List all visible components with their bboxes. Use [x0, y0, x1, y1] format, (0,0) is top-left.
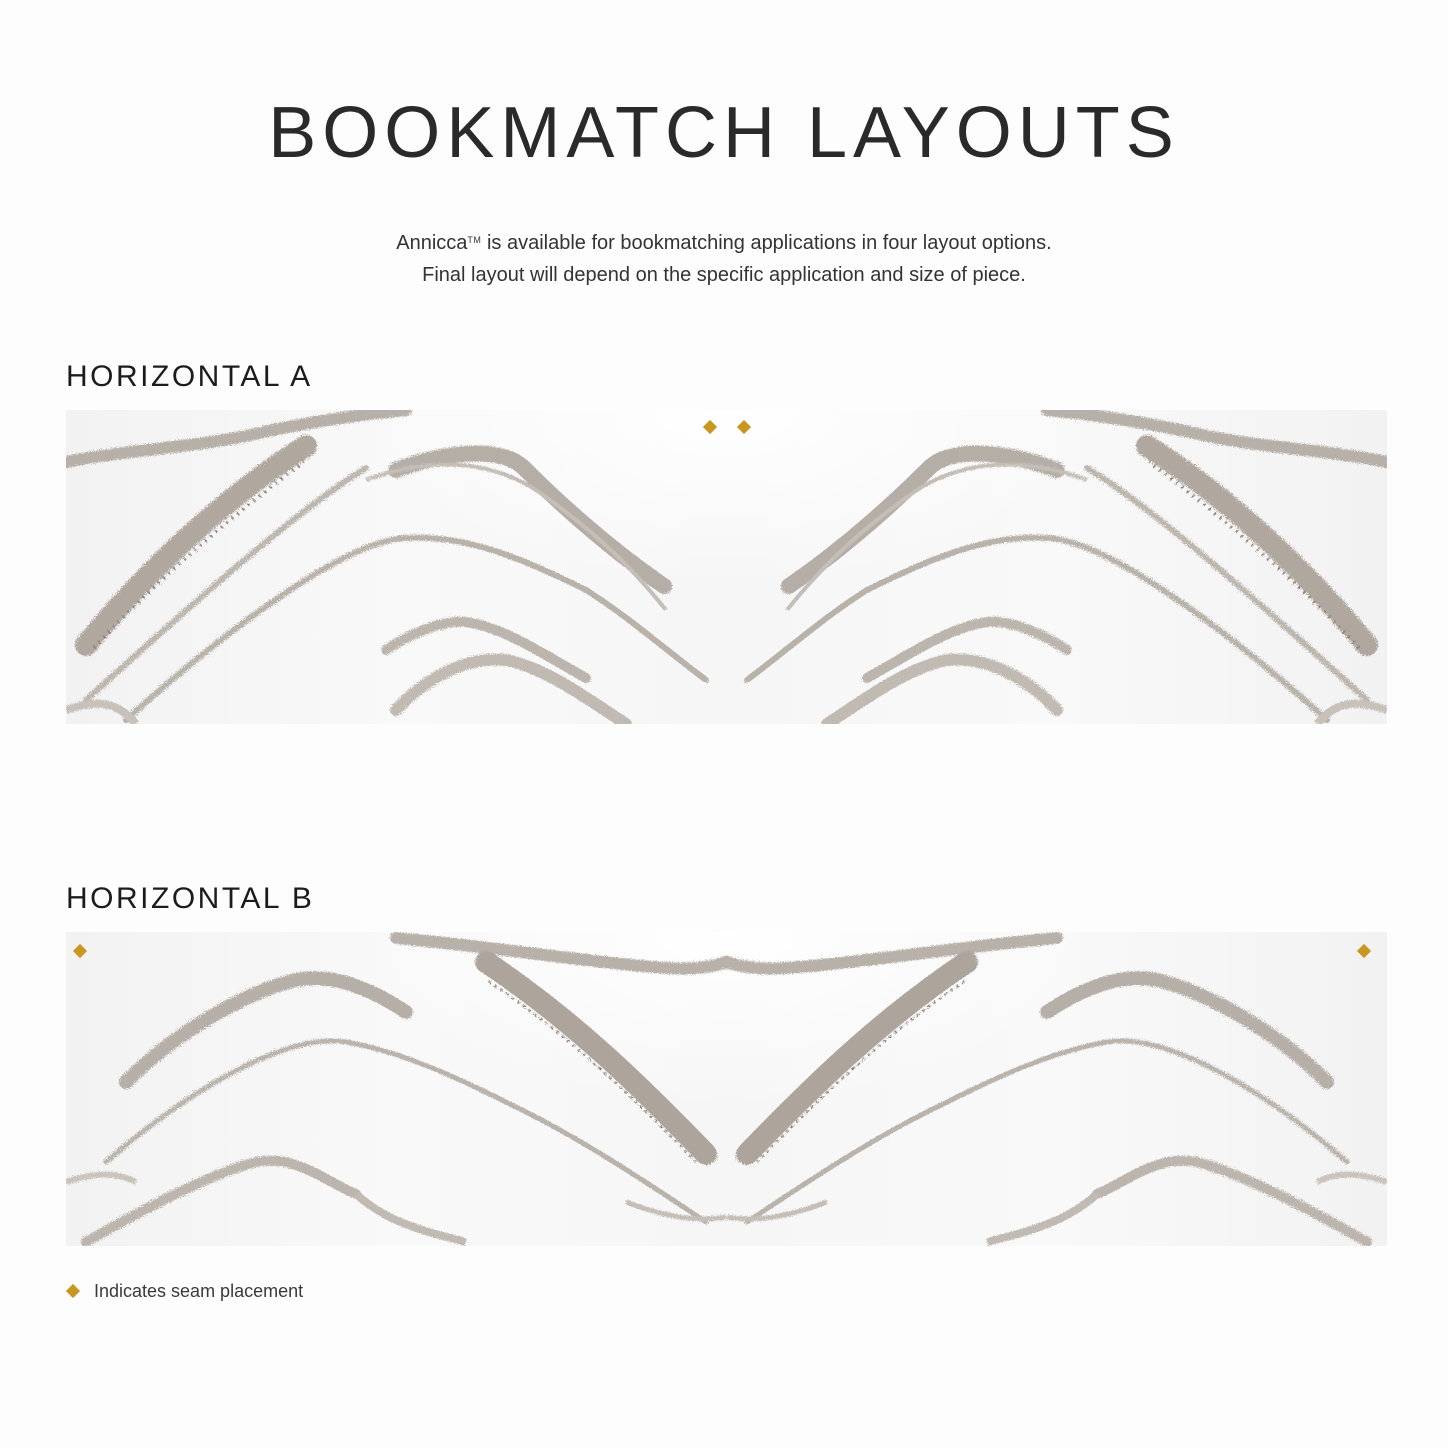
section-title-horizontal-a: HORIZONTAL A [66, 360, 313, 393]
marble-veins-b [66, 932, 1387, 1246]
page-title: BOOKMATCH LAYOUTS [268, 93, 1180, 173]
trademark-mark: TM [467, 235, 482, 245]
horizontal-b-slab-image [66, 932, 1387, 1246]
seam-legend [66, 1280, 303, 1302]
horizontal-a-slab-image [66, 410, 1387, 724]
intro-line-2: Final layout will depend on the specific application and size of piece. [422, 264, 1026, 286]
intro-text [0, 224, 1448, 291]
marble-veins-a [66, 410, 1387, 724]
seam-diamond-icon [66, 1284, 80, 1298]
section-title-horizontal-b: HORIZONTAL B [66, 882, 315, 915]
legend-text: Indicates seam placement [94, 1280, 304, 1301]
intro-line-1: Annicca™ is available for bookmatching applications in four layout options. [396, 232, 1052, 254]
